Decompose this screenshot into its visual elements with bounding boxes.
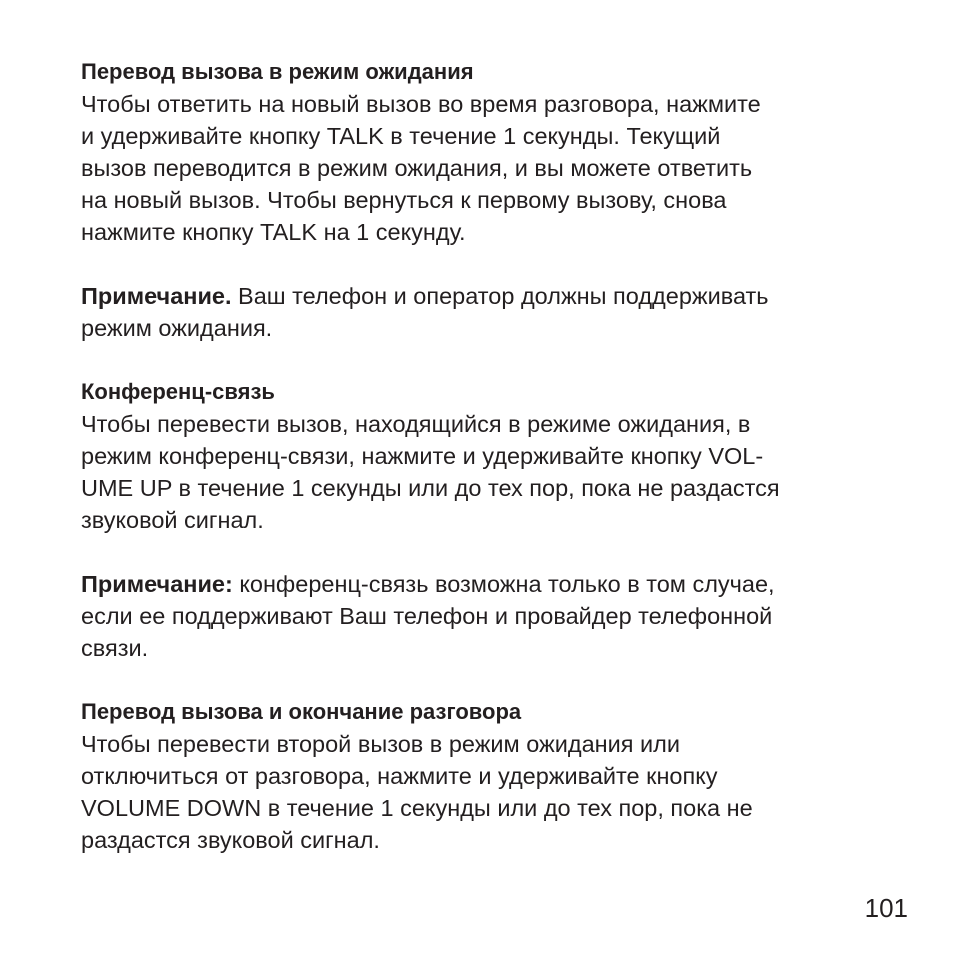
section-conference	[81, 376, 881, 536]
note-label: Примечание.	[81, 283, 232, 309]
text-line: Чтобы перевести второй вызов в режим ожидания или	[81, 731, 680, 757]
note-text: конференц-связь возможна только в том случае,	[232, 571, 775, 597]
section-switch-end-call	[81, 696, 881, 856]
text-line: Чтобы перевести вызов, находящийся в режиме ожидания, в	[81, 411, 751, 437]
text-line: звуковой сигнал.	[81, 507, 264, 533]
note-label: Примечание:	[81, 571, 233, 597]
note-call-hold	[81, 280, 881, 344]
note-conference	[81, 568, 881, 664]
text-line: UME UP в течение 1 секунды или до тех пор, пока не раздастся	[81, 475, 780, 501]
text-line: VOLUME DOWN в течение 1 секунды или до тех пор, пока не	[81, 795, 753, 821]
page-content	[81, 56, 881, 888]
section-heading: Перевод вызова в режим ожидания	[81, 59, 474, 84]
text-line: вызов переводится в режим ожидания, и вы можете ответить	[81, 155, 753, 181]
section-call-hold	[81, 56, 881, 248]
text-line: режим ожидания.	[81, 315, 273, 341]
note-text: Ваш телефон и оператор должны поддерживать	[231, 283, 769, 309]
text-line: Чтобы ответить на новый вызов во время разговора, нажмите	[81, 91, 761, 117]
section-heading: Перевод вызова и окончание разговора	[81, 699, 522, 724]
page-number: 101	[864, 893, 908, 923]
section-heading: Конференц-связь	[81, 379, 275, 404]
text-line: отключиться от разговора, нажмите и удерживайте кнопку	[81, 763, 718, 789]
text-line: режим конференц-связи, нажмите и удерживайте кнопку VOL-	[81, 443, 764, 469]
note-first-line	[81, 568, 881, 600]
text-line: если ее поддерживают Ваш телефон и провайдер телефонной	[81, 603, 773, 629]
text-line: нажмите кнопку TALK на 1 секунду.	[81, 219, 466, 245]
note-first-line	[81, 280, 881, 312]
text-line: на новый вызов. Чтобы вернуться к первому вызову, снова	[81, 187, 727, 213]
text-line: раздастся звуковой сигнал.	[81, 827, 380, 853]
text-line: связи.	[81, 635, 149, 661]
text-line: и удерживайте кнопку TALK в течение 1 секунды. Текущий	[81, 123, 721, 149]
